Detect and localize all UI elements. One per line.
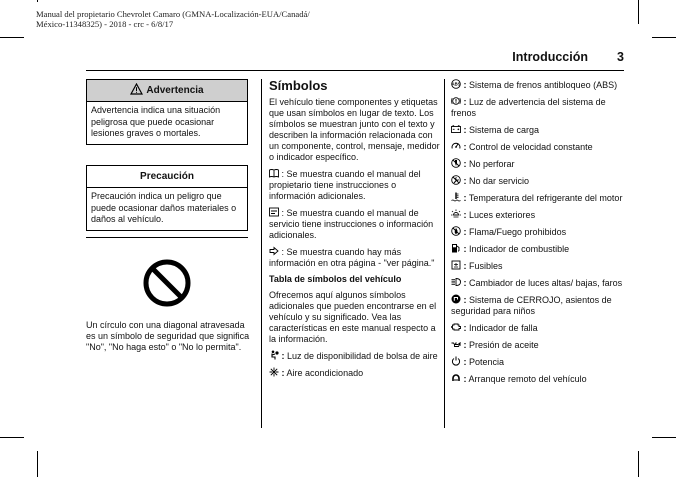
airbag-text: Luz de disponibilidad de bolsa de aire bbox=[287, 351, 438, 361]
symbol-item: : Sistema de CERROJO, asientos de seguridad para niños bbox=[451, 295, 612, 316]
page-number: 3 bbox=[617, 50, 624, 64]
meta-line-1: Manual del propietario Chevrolet Camaro (GMNA-Localización-EUA/Canadá/ bbox=[36, 9, 310, 19]
power-icon bbox=[451, 356, 461, 366]
manual-symbol-text: : Se muestra cuando el manual del propietario tiene instrucciones o información adicionales. bbox=[269, 169, 421, 201]
column-divider bbox=[444, 79, 445, 428]
symbol-item: : Presión de aceite bbox=[451, 339, 623, 351]
warning-text: Advertencia indica una situación peligrosa que puede ocasionar lesiones graves o mortales. bbox=[91, 105, 221, 138]
caution-title: Precaución bbox=[87, 166, 247, 188]
symbol-text: Arranque remoto del vehículo bbox=[468, 374, 587, 384]
symbol-text: Indicador de combustible bbox=[469, 244, 570, 254]
warning-header bbox=[87, 80, 247, 102]
symbols-heading: Símbolos bbox=[269, 78, 328, 93]
symbol-text: Potencia bbox=[469, 357, 505, 367]
prohibition-icon bbox=[142, 258, 192, 308]
prohibition-caption: Un círculo con una diagonal atravesada es un símbolo de seguridad que significa "No", "No haga esto" o "No lo permita". bbox=[86, 320, 250, 352]
symbol-list-column bbox=[451, 79, 623, 390]
symbol-text: Temperatura del refrigerante del motor bbox=[468, 193, 623, 203]
symbol-item: : Control de velocidad constante bbox=[451, 141, 623, 153]
brake-warning-icon bbox=[451, 96, 461, 106]
no-service-icon bbox=[451, 175, 461, 185]
symbol-text: Indicador de falla bbox=[469, 323, 538, 333]
oil-pressure-icon bbox=[451, 339, 461, 349]
airbag-colon: : bbox=[281, 351, 285, 361]
symbol-text: Sistema de carga bbox=[469, 125, 540, 135]
crop-mark bbox=[0, 437, 24, 438]
airbag-item bbox=[269, 350, 444, 362]
crop-mark bbox=[652, 437, 676, 438]
manual-symbol-item bbox=[269, 168, 444, 202]
ac-text: Aire acondicionado bbox=[286, 368, 364, 378]
svg-text:ABS: ABS bbox=[451, 81, 461, 87]
no-drill-icon bbox=[451, 158, 461, 168]
arrow-right-icon bbox=[269, 246, 279, 256]
symbol-item: : No dar servicio bbox=[451, 175, 623, 187]
symbol-item: : Indicador de combustible bbox=[451, 243, 623, 255]
symbol-text: Fusibles bbox=[469, 261, 503, 271]
symbol-text: Flama/Fuego prohibidos bbox=[469, 227, 567, 237]
symbol-item: : Arranque remoto del vehículo bbox=[451, 373, 623, 385]
crop-mark bbox=[37, 0, 38, 2]
symbol-text: No perforar bbox=[469, 159, 515, 169]
crop-mark bbox=[638, 451, 639, 477]
symbols-intro: El vehículo tiene componentes y etiquetas que usan símbolos en lugar de texto. Los símbolos se muestran junto con el texto y describen la información relacionada con un componente, control, mensaje, medidor o indicador específico. bbox=[269, 97, 440, 162]
caution-text: Precaución indica un peligro que puede ocasionar daños materiales o daños al vehículo. bbox=[91, 191, 237, 224]
book-icon bbox=[269, 168, 279, 178]
coolant-temperature-icon bbox=[451, 192, 461, 202]
fuel-gauge-icon bbox=[451, 243, 461, 253]
service-symbol-item bbox=[269, 207, 444, 241]
latch-icon bbox=[451, 294, 461, 304]
symbol-text: No dar servicio bbox=[469, 176, 530, 186]
symbol-item: : Luces exteriores bbox=[451, 209, 623, 221]
warning-title: Advertencia bbox=[146, 85, 204, 96]
ac-colon: : bbox=[281, 368, 285, 378]
symbol-item: : Temperatura del refrigerante del motor bbox=[451, 192, 623, 204]
service-symbol-text: : Se muestra cuando el manual de servicio tiene instrucciones o información adicionales. bbox=[269, 208, 434, 240]
symbol-item: : Fusibles bbox=[451, 260, 623, 272]
column-divider bbox=[261, 79, 262, 428]
fan-icon bbox=[269, 367, 279, 377]
see-page-symbol-item bbox=[269, 246, 444, 269]
symbol-text: Luz de advertencia del sistema de frenos bbox=[451, 97, 606, 118]
malfunction-indicator-icon bbox=[451, 322, 461, 332]
symbol-text: Control de velocidad constante bbox=[469, 142, 593, 152]
symbol-text: Luces exteriores bbox=[469, 210, 536, 220]
ac-item bbox=[269, 367, 444, 379]
symbol-item: : Sistema de carga bbox=[451, 124, 623, 136]
symbol-item: : Flama/Fuego prohibidos bbox=[451, 226, 623, 238]
symbol-item: : No perforar bbox=[451, 158, 623, 170]
crop-mark bbox=[0, 37, 24, 38]
symbol-table-intro: Ofrecemos aquí algunos símbolos adicionales que pueden encontrarse en el vehículo y su significado. Vea las características en este manual respecto a la información. bbox=[269, 290, 437, 344]
caution-box bbox=[86, 165, 248, 231]
symbol-item: : Indicador de falla bbox=[451, 322, 623, 334]
fuse-icon bbox=[451, 260, 461, 270]
remote-start-icon bbox=[451, 373, 461, 383]
symbol-item: : Cambiador de luces altas/ bajas, faros bbox=[451, 277, 623, 289]
crop-mark bbox=[37, 451, 38, 477]
cruise-control-icon bbox=[451, 141, 461, 151]
exterior-lamps-icon bbox=[451, 209, 461, 219]
symbol-text: Cambiador de luces altas/ bajas, faros bbox=[469, 278, 623, 288]
symbol-text: Sistema de CERROJO, asientos de seguridad para niños bbox=[451, 295, 612, 316]
crop-mark bbox=[638, 0, 639, 24]
symbol-text: Sistema de frenos antibloqueo (ABS) bbox=[469, 80, 618, 90]
header-rule bbox=[86, 70, 624, 71]
crop-mark bbox=[652, 37, 676, 38]
flame-icon bbox=[451, 226, 461, 236]
symbol-table-heading: Tabla de símbolos del vehículo bbox=[269, 274, 402, 284]
abs-icon bbox=[451, 79, 461, 89]
symbols-column bbox=[269, 79, 444, 384]
warning-triangle-icon bbox=[130, 83, 143, 98]
battery-icon bbox=[451, 124, 461, 134]
symbol-item: : Luz de advertencia del sistema de frenos bbox=[451, 97, 606, 118]
high-beam-icon bbox=[451, 277, 461, 287]
symbol-item: : Potencia bbox=[451, 356, 623, 368]
box-divider bbox=[86, 237, 248, 238]
airbag-icon bbox=[269, 350, 279, 360]
meta-line-2: México-11348325) - 2018 - crc - 6/8/17 bbox=[36, 19, 174, 29]
see-page-symbol-text: : Se muestra cuando hay más información en otra página - "ver página." bbox=[269, 247, 435, 268]
symbol-text: Presión de aceite bbox=[469, 340, 539, 350]
warning-box bbox=[86, 79, 248, 145]
document-meta bbox=[36, 9, 310, 29]
section-title: Introducción bbox=[512, 50, 588, 64]
service-manual-icon bbox=[269, 207, 279, 217]
symbol-item: ABS : Sistema de frenos antibloqueo (ABS) bbox=[451, 80, 618, 90]
